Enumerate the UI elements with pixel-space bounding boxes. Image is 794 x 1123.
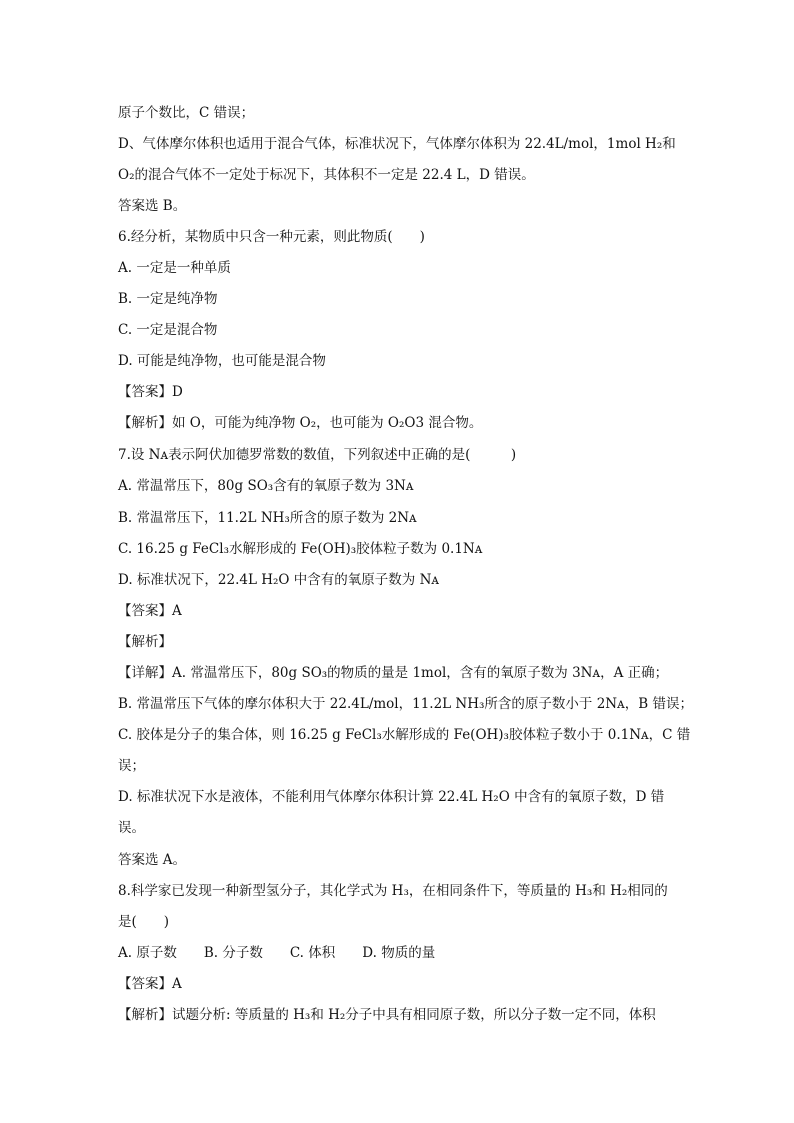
text-line: 原子个数比，C 错误； — [118, 105, 255, 121]
option-b: B. 常温常压下，11.2L NH₃所含的原子数为 2Nᴀ — [118, 510, 417, 526]
analysis-text: 【解析】如 O，可能为纯净物 O₂，也可能为 O₂O3 混合物。 — [118, 415, 483, 431]
detail-text: 【详解】A. 常温常压下，80g SO₃的物质的量是 1mol，含有的氧原子数为 3Nᴀ，A 正确； — [118, 665, 669, 681]
question-6-stem: 6.经分析，某物质中只含一种元素，则此物质( ) — [118, 229, 425, 245]
text-line: O₂的混合气体不一定处于标况下，其体积不一定是 22.4 L，D 错误。 — [118, 167, 535, 183]
option-c: C. 16.25 g FeCl₃水解形成的 Fe(OH)₃胶体粒子数为 0.1Nᴀ — [118, 541, 483, 557]
question-8-options: A. 原子数 B. 分子数 C. 体积 D. 物质的量 — [118, 945, 436, 961]
option-d: D. 可能是纯净物，也可能是混合物 — [118, 353, 326, 369]
text-line: 答案选 B。 — [118, 198, 187, 214]
question-7-stem: 7.设 Nᴀ表示阿伏加德罗常数的数值，下列叙述中正确的是( ) — [118, 447, 517, 463]
answer-label: 【答案】D — [118, 384, 183, 400]
question-8-stem: 8.科学家已发现一种新型氢分子，其化学式为 H₃，在相同条件下，等质量的 H₃和 H₂相同的 — [118, 883, 668, 899]
detail-text: D. 标准状况下水是液体，不能利用气体摩尔体积计算 22.4L H₂O 中含有的氧原子数，D 错 — [118, 789, 665, 805]
option-b: B. 一定是纯净物 — [118, 291, 218, 307]
answer-label: 【答案】A — [118, 603, 182, 619]
option-c: C. 一定是混合物 — [118, 322, 218, 338]
detail-text: B. 常温常压下气体的摩尔体积大于 22.4L/mol，11.2L NH₃所含的原子数小于 2Nᴀ，B 错误； — [118, 696, 693, 712]
detail-text: C. 胶体是分子的集合体，则 16.25 g FeCl₃水解形成的 Fe(OH)₃胶体粒子数小于 0.1Nᴀ，C 错 — [118, 727, 691, 743]
answer-choice-text: 答案选 A。 — [118, 852, 187, 868]
detail-text: 误； — [118, 758, 145, 774]
analysis-label: 【解析】 — [118, 634, 172, 650]
text-line: D、气体摩尔体积也适用于混合气体，标准状况下，气体摩尔体积为 22.4L/mol，1mol H₂和 — [118, 136, 676, 152]
option-d: D. 标准状况下，22.4L H₂O 中含有的氧原子数为 Nᴀ — [118, 572, 440, 588]
option-a: A. 一定是一种单质 — [118, 260, 231, 276]
detail-text: 误。 — [118, 820, 145, 836]
answer-label: 【答案】A — [118, 976, 182, 992]
analysis-text: 【解析】试题分析: 等质量的 H₃和 H₂分子中具有相同原子数，所以分子数一定不同，体积 — [118, 1007, 656, 1023]
question-8-stem: 是( ) — [118, 914, 170, 930]
option-a: A. 常温常压下，80g SO₃含有的氧原子数为 3Nᴀ — [118, 478, 414, 494]
